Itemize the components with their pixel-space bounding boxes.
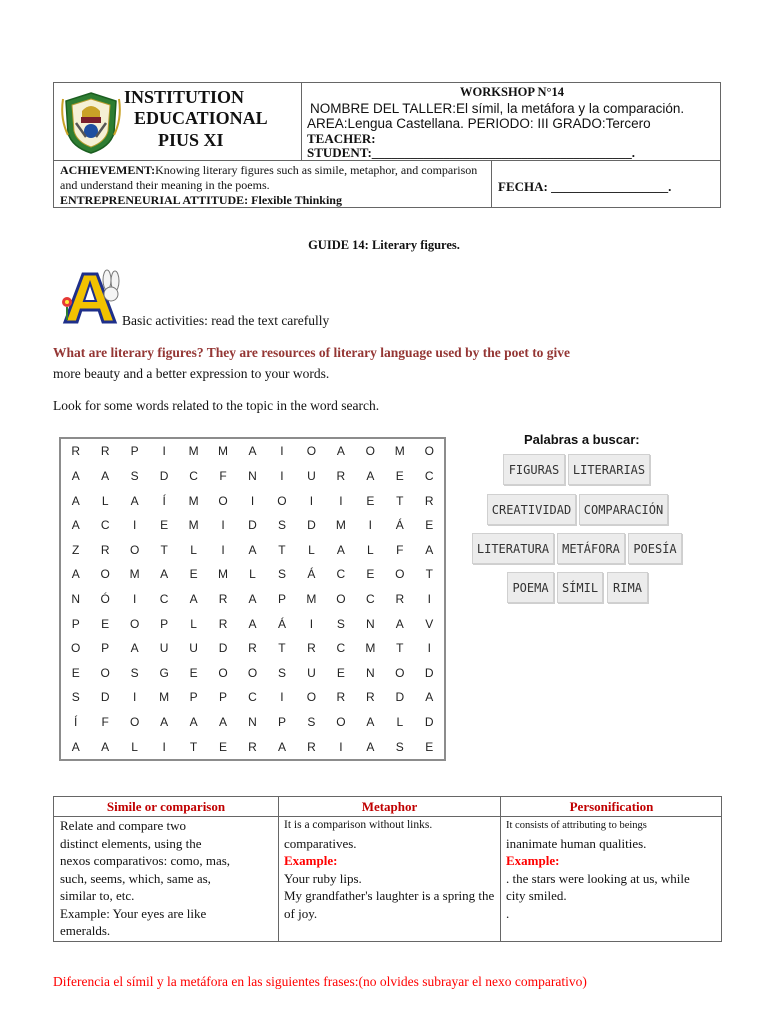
simile-line: emeralds.	[60, 923, 111, 938]
letter-a-bunny-icon	[57, 268, 123, 326]
basic-activities-text: Basic activities: read the text carefully	[122, 313, 330, 328]
word-search-cell[interactable]: I	[280, 468, 284, 483]
table-divider	[278, 797, 279, 941]
word-search-cell[interactable]: T	[396, 641, 404, 656]
metaphor-definition	[284, 817, 520, 922]
word-search-cell[interactable]: R	[71, 444, 81, 459]
metaphor-example-label: Example:	[284, 853, 338, 868]
word-search-cell[interactable]: D	[159, 468, 169, 483]
word-search-cell[interactable]: E	[366, 493, 375, 508]
word-search-cell[interactable]: S	[336, 616, 345, 631]
teacher-label: TEACHER:	[307, 131, 376, 146]
word-search-cell[interactable]: P	[277, 715, 286, 730]
word-search-cell[interactable]: R	[336, 690, 346, 705]
institution-name: INSTITUTION	[124, 87, 245, 107]
word-search-cell[interactable]: I	[339, 493, 343, 508]
word-chip: POESÍA	[628, 533, 682, 564]
achievement-text-2: and understand their meaning in the poems.	[60, 178, 270, 192]
word-search-cell[interactable]: A	[71, 493, 80, 508]
simile-line: distinct elements, using the	[60, 835, 202, 851]
word-search-cell[interactable]: A	[101, 739, 110, 754]
word-search-cell[interactable]: O	[100, 567, 110, 582]
simile-header: Simile or comparison	[106, 799, 226, 814]
word-search-cell[interactable]: L	[249, 567, 256, 582]
word-chip: FIGURAS	[503, 454, 565, 485]
word-search-cell[interactable]: I	[309, 616, 314, 631]
metaphor-line: It is a comparison without links.	[284, 819, 433, 831]
personification-example: city smiled.	[506, 888, 567, 903]
word-search-cell[interactable]: D	[100, 690, 110, 705]
word-search-cell[interactable]: I	[221, 542, 225, 557]
word-search-cell[interactable]: O	[71, 641, 81, 656]
word-search-cell[interactable]: I	[132, 690, 137, 705]
word-search-cell[interactable]: N	[248, 468, 257, 483]
word-search-cell[interactable]: E	[101, 616, 110, 631]
word-search-cell[interactable]: R	[218, 616, 228, 631]
word-search-cell[interactable]: U	[189, 641, 198, 656]
word-search-cell[interactable]: M	[159, 690, 170, 705]
word-search-cell[interactable]: O	[129, 715, 140, 730]
word-search-cell[interactable]: L	[190, 616, 197, 631]
word-search-cell[interactable]: I	[132, 591, 137, 606]
word-search-cell[interactable]: R	[395, 591, 405, 606]
word-search-cell[interactable]: A	[189, 591, 198, 606]
word-search-cell[interactable]: M	[306, 591, 317, 606]
workshop-title: WORKSHOP N°14	[460, 85, 564, 99]
word-search-cell[interactable]: L	[101, 493, 109, 508]
word-search-cell[interactable]: A	[366, 739, 375, 754]
word-search-cell[interactable]: I	[221, 518, 225, 533]
word-search-cell[interactable]: Á	[277, 616, 286, 631]
word-search-cell[interactable]: M	[188, 493, 199, 508]
word-search-cell[interactable]: O	[365, 444, 375, 459]
word-search-cell[interactable]: D	[218, 641, 228, 656]
word-search-cell[interactable]: I	[162, 739, 166, 754]
word-search-cell[interactable]: R	[218, 591, 228, 606]
word-search-cell[interactable]: P	[189, 690, 198, 705]
word-search-cell[interactable]: S	[307, 715, 316, 730]
word-search-cell[interactable]: I	[250, 493, 255, 508]
header-divider	[491, 160, 492, 208]
guide-title: GUIDE 14: Literary figures.	[308, 238, 460, 252]
personification-example: .	[506, 905, 510, 921]
word-search-cell[interactable]: S	[277, 567, 286, 582]
word-search-cell[interactable]: L	[396, 715, 404, 730]
word-search-cell[interactable]: I	[427, 641, 431, 656]
word-search-cell[interactable]: U	[307, 665, 316, 680]
word-search-cell[interactable]: S	[277, 518, 286, 533]
word-chip: RIMA	[607, 572, 648, 603]
word-search-cell[interactable]: A	[336, 444, 345, 459]
simile-line: such, seems, which, same as,	[60, 870, 211, 886]
word-search-cell[interactable]: P	[71, 616, 80, 631]
word-search-cell[interactable]: E	[219, 739, 228, 754]
simile-line: nexos comparativos: como, mas,	[60, 853, 231, 868]
word-search-cell[interactable]: M	[335, 518, 346, 533]
word-search-cell[interactable]: A	[160, 567, 169, 582]
word-search-cell[interactable]: R	[100, 444, 110, 459]
word-search-cell[interactable]: S	[130, 665, 139, 680]
word-search-cell[interactable]: C	[100, 518, 110, 533]
word-search-cell[interactable]: A	[130, 641, 139, 656]
personification-example-label: Example:	[506, 853, 560, 868]
word-search-cell[interactable]: A	[189, 715, 198, 730]
word-search-cell[interactable]: T	[425, 567, 433, 582]
word-search-cell[interactable]: D	[424, 715, 434, 730]
area-line: AREA:Lengua Castellana. PERIODO: III GRADO:Tercero	[307, 116, 651, 131]
word-search-cell[interactable]: T	[278, 641, 286, 656]
word-search-cell[interactable]: L	[131, 739, 138, 754]
word-search-cell[interactable]: O	[395, 665, 405, 680]
word-search-cell[interactable]: P	[101, 641, 110, 656]
institution-name: PIUS XI	[158, 130, 224, 150]
word-chip: LITERARIAS	[568, 454, 650, 485]
word-search-cell[interactable]: T	[278, 542, 286, 557]
word-search-cell[interactable]: A	[248, 542, 257, 557]
word-search-cell[interactable]: M	[394, 444, 405, 459]
word-search-cell[interactable]: O	[218, 665, 228, 680]
word-search-cell[interactable]: Ó	[100, 591, 110, 606]
words-to-find-title: Palabras a buscar:	[524, 432, 640, 447]
word-search-cell[interactable]: O	[306, 444, 317, 459]
metaphor-line: comparatives.	[284, 835, 357, 851]
word-search-cell[interactable]: P	[219, 690, 228, 705]
word-search-cell[interactable]: A	[395, 616, 404, 631]
word-search-cell[interactable]: M	[365, 641, 376, 656]
word-search-cell[interactable]: N	[71, 591, 81, 606]
word-search-cell[interactable]: A	[425, 542, 434, 557]
word-search-cell[interactable]: E	[71, 665, 80, 680]
word-search-cell[interactable]: O	[129, 542, 140, 557]
word-search-cell[interactable]: C	[336, 567, 346, 582]
header-table	[53, 82, 721, 208]
word-search-cell[interactable]: A	[336, 542, 345, 557]
word-chip: CREATIVIDAD	[487, 494, 576, 525]
personification-line: It consists of attributing to beings	[506, 820, 647, 831]
school-crest-logo	[60, 89, 122, 155]
workshop-name: NOMBRE DEL TALLER:El símil, la metáfora y la comparación.	[310, 101, 685, 116]
word-search-cell[interactable]: I	[368, 518, 372, 533]
word-search-cell[interactable]: Í	[162, 493, 166, 508]
literary-figures-answer: more beauty and a better expression to your words.	[53, 366, 330, 381]
metaphor-example: My grandfather's laughter is a spring the	[284, 888, 495, 903]
word-search-cell[interactable]: A	[219, 715, 228, 730]
word-search-cell[interactable]: R	[307, 739, 316, 754]
word-search-cell[interactable]: I	[132, 518, 137, 533]
word-search-cell[interactable]: R	[100, 542, 110, 557]
word-search-cell[interactable]: E	[189, 665, 198, 680]
word-search-cell[interactable]: S	[130, 468, 139, 483]
word-search-cell[interactable]: E	[336, 665, 345, 680]
word-search-cell[interactable]: L	[308, 542, 315, 557]
metaphor-header: Metaphor	[361, 799, 418, 814]
personification-definition	[506, 817, 720, 922]
word-search-cell[interactable]: I	[339, 739, 343, 754]
word-search-cell[interactable]: R	[424, 493, 434, 508]
word-search-cell[interactable]: C	[424, 468, 434, 483]
word-search-cell[interactable]: D	[248, 518, 257, 533]
metaphor-example: Your ruby lips.	[284, 870, 362, 886]
word-search-cell[interactable]: D	[395, 690, 405, 705]
word-search-cell[interactable]: O	[129, 616, 140, 631]
simile-line: Relate and compare two	[60, 818, 186, 833]
word-search-cell[interactable]: A	[71, 468, 80, 483]
word-search-cell[interactable]: C	[248, 690, 257, 705]
word-search-cell[interactable]: U	[307, 468, 316, 483]
word-search-cell[interactable]: I	[427, 591, 431, 606]
word-search-cell[interactable]: M	[188, 518, 199, 533]
word-search-cell[interactable]: Á	[395, 518, 404, 533]
word-search-cell[interactable]: T	[396, 493, 404, 508]
word-search-cell[interactable]: A	[71, 739, 80, 754]
word-search-cell[interactable]: M	[218, 444, 229, 459]
institution-name: EDUCATIONAL	[134, 108, 268, 128]
word-search-cell[interactable]: S	[395, 739, 404, 754]
word-search-cell[interactable]: A	[71, 518, 80, 533]
word-chip: COMPARACIÓN	[579, 494, 668, 525]
word-search-cell[interactable]: O	[277, 493, 287, 508]
word-search-instruction: Look for some words related to the topic in the word search.	[53, 398, 380, 413]
word-search-cell[interactable]: R	[307, 641, 316, 656]
word-search-cell[interactable]: A	[130, 493, 139, 508]
word-search-cell[interactable]: E	[425, 518, 434, 533]
word-search-cell[interactable]: R	[366, 690, 375, 705]
word-search-cell[interactable]: E	[160, 518, 169, 533]
word-search-cell[interactable]: A	[71, 567, 80, 582]
word-search-cell[interactable]: R	[248, 641, 257, 656]
achievement-line	[60, 163, 477, 178]
word-search-cell[interactable]: O	[218, 493, 228, 508]
word-search-cell[interactable]: S	[71, 690, 80, 705]
word-search-cell[interactable]: A	[425, 690, 434, 705]
word-search-cell[interactable]: A	[277, 739, 286, 754]
word-search-cell[interactable]: P	[160, 616, 169, 631]
word-search-cell[interactable]: O	[395, 567, 405, 582]
word-search-cell[interactable]: E	[366, 567, 375, 582]
word-search-cell[interactable]: Z	[72, 542, 80, 557]
exercise-instruction: Diferencia el símil y la metáfora en las siguientes frases:(no olvides subrayar el nexo comparativo)	[53, 974, 587, 989]
word-search-cell[interactable]: L	[190, 542, 197, 557]
personification-header: Personification	[569, 799, 654, 814]
word-search-cell[interactable]: V	[425, 616, 434, 631]
word-search-cell[interactable]: E	[395, 468, 404, 483]
achievement-text: Knowing literary figures such as simile, metaphor, and comparison	[155, 163, 478, 177]
word-search-cell[interactable]: I	[309, 493, 314, 508]
word-search-cell[interactable]: O	[100, 665, 110, 680]
entrepreneurial-line	[60, 193, 342, 208]
word-search-cell[interactable]: Á	[307, 567, 316, 582]
word-search-cell[interactable]: A	[248, 444, 257, 459]
word-search-cell[interactable]: R	[336, 468, 346, 483]
word-search-cell[interactable]: M	[188, 444, 199, 459]
word-chip: POEMA	[507, 572, 554, 603]
word-search-cell[interactable]: A	[366, 468, 375, 483]
simile-line: similar to, etc.	[60, 888, 135, 903]
word-search-cell[interactable]: C	[159, 591, 169, 606]
personification-example: . the stars were looking at us, while	[506, 870, 690, 886]
word-search-cell[interactable]: O	[336, 715, 346, 730]
student-field: STUDENT:________________________________________.	[307, 145, 636, 160]
word-search-cell[interactable]: E	[425, 739, 434, 754]
literary-figures-table	[53, 796, 722, 942]
metaphor-example: of joy.	[284, 905, 318, 921]
word-search-cell[interactable]: T	[160, 542, 168, 557]
word-search-cell[interactable]: N	[366, 665, 375, 680]
word-search-cell[interactable]: I	[280, 444, 284, 459]
word-search-cell[interactable]: M	[129, 567, 140, 582]
word-search-cell[interactable]: T	[189, 739, 198, 754]
word-search-cell[interactable]: A	[248, 591, 257, 606]
word-search-cell[interactable]: I	[280, 690, 284, 705]
word-search-cell[interactable]: O	[306, 690, 317, 705]
word-search-cell[interactable]: C	[189, 468, 198, 483]
word-search-cell[interactable]: F	[101, 715, 109, 730]
word-search-cell[interactable]: C	[366, 591, 375, 606]
word-search-cell[interactable]: A	[248, 616, 257, 631]
word-chip: SÍMIL	[557, 572, 603, 603]
literary-figures-question: What are literary figures? They are resources of literary language used by the poet to give	[53, 345, 571, 360]
word-search-cell[interactable]: P	[130, 444, 139, 459]
word-search-cell[interactable]: O	[336, 591, 346, 606]
word-search-cell[interactable]: N	[366, 616, 375, 631]
word-search-cell[interactable]: E	[189, 567, 198, 582]
word-search-cell[interactable]: D	[424, 665, 434, 680]
word-chip: METÁFORA	[557, 533, 625, 564]
personification-line: inanimate human qualities.	[506, 835, 647, 851]
achievement-label: ACHIEVEMENT:	[60, 163, 156, 177]
simile-line: Example: Your eyes are like	[60, 905, 207, 921]
entrepreneurial-label: ENTREPRENEURIAL ATTITUDE:	[60, 193, 249, 207]
word-search-cell[interactable]: M	[218, 567, 229, 582]
word-search-cell[interactable]: O	[424, 444, 434, 459]
word-search-cell[interactable]: L	[366, 542, 374, 557]
word-search-cell[interactable]: P	[277, 591, 286, 606]
word-search-cell[interactable]: F	[396, 542, 404, 557]
word-search-cell[interactable]: U	[159, 641, 169, 656]
word-search-cell[interactable]: F	[219, 468, 227, 483]
word-chip: LITERATURA	[472, 533, 554, 564]
word-search-cell[interactable]: N	[248, 715, 257, 730]
word-search-cell[interactable]: C	[336, 641, 346, 656]
word-search-cell[interactable]: O	[247, 665, 258, 680]
word-search-grid[interactable]	[59, 437, 446, 761]
word-search-cell[interactable]: R	[248, 739, 257, 754]
word-search-cell[interactable]: I	[162, 444, 166, 459]
simile-definition	[60, 817, 276, 940]
word-search-cell[interactable]: Í	[74, 715, 78, 730]
word-search-cell[interactable]: A	[160, 715, 169, 730]
word-search-cell[interactable]: A	[366, 715, 375, 730]
word-search-cell[interactable]: A	[101, 468, 110, 483]
fecha-field: FECHA: __________________.	[498, 179, 672, 194]
word-search-cell[interactable]: S	[277, 665, 286, 680]
entrepreneurial-value: Flexible Thinking	[251, 193, 342, 207]
word-search-cell[interactable]: D	[307, 518, 316, 533]
word-search-cell[interactable]: G	[159, 665, 169, 680]
